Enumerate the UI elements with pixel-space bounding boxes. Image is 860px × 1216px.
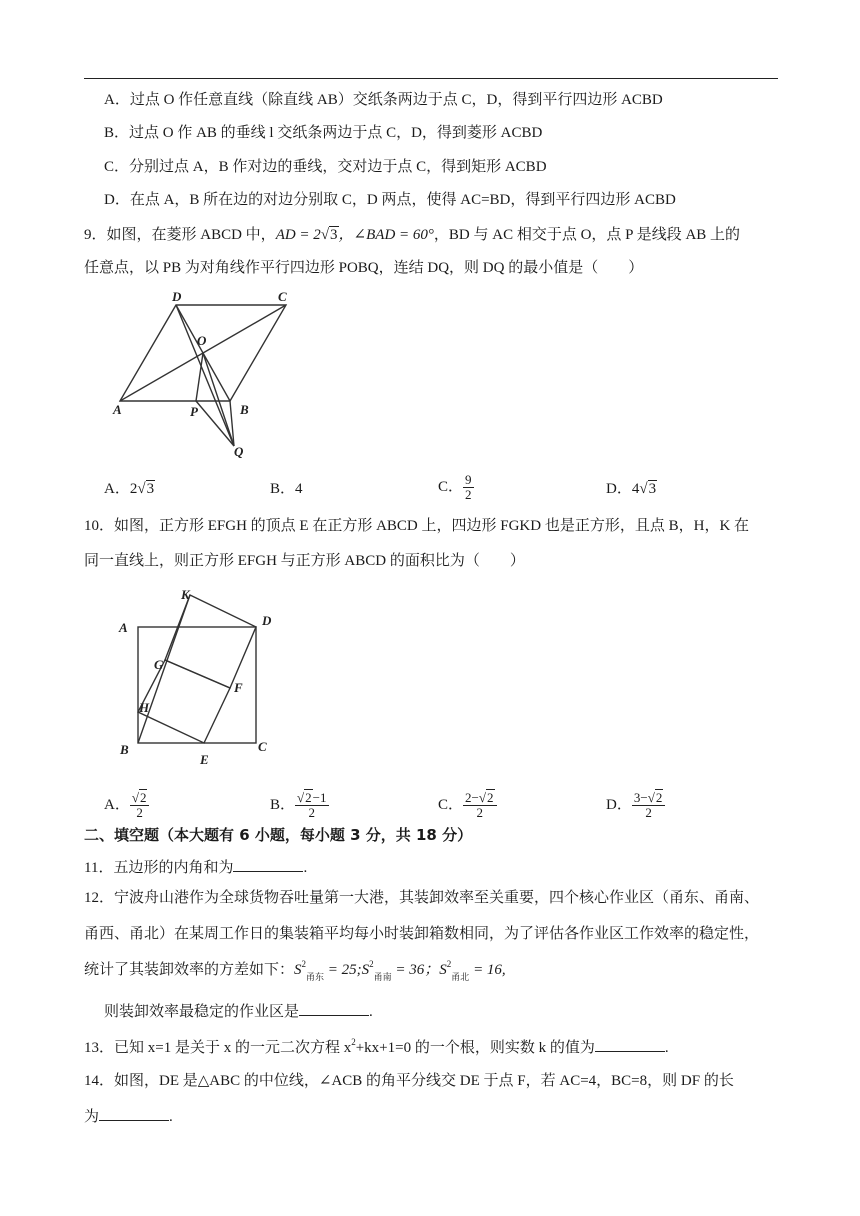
q8-option-a: A．过点 O 作任意直线（除直线 AB）交纸条两边于点 C，D，得到平行四边形 ACBD — [104, 92, 663, 108]
label-e: E — [200, 752, 209, 767]
label-o: O — [197, 333, 207, 348]
segment-op — [196, 353, 203, 401]
label-b: B — [240, 402, 249, 417]
q10-option-d: D． $\frac{3-√2}{2}$ — [606, 791, 665, 820]
segment-dq — [176, 305, 234, 446]
q12-line2: 甬西、甬北）在某周工作日的集装箱平均每小时装卸箱数相同，为了评估各作业区工作效率的稳定性， — [84, 926, 760, 942]
label-g: G — [154, 657, 164, 672]
q13: 13．已知 x=1 是关于 x 的一元二次方程 $x^2+kx+1=0$ 的一个根，则实数 k 的值为 . — [84, 1037, 669, 1056]
label-a: A — [113, 402, 122, 417]
q10-option-c: C． $\frac{2-√2}{2}$ — [438, 791, 497, 820]
q10-line1: 10．如图，正方形 EFGH 的顶点 E 在正方形 ABCD 上，四边形 FGKD 也是正方形，且点 B，H，K 在 — [84, 518, 750, 534]
q12-line1: 12．宁波舟山港作为全球货物吞吐量第一大港，其装卸效率至关重要，四个核心作业区（甬东、甬南、 — [84, 890, 760, 906]
q8-option-c: C．分别过点 A，B 作对边的垂线，交对边于点 C，得到矩形 ACBD — [104, 159, 547, 175]
q14-blank — [99, 1106, 169, 1121]
label-d: D — [172, 289, 182, 304]
q9-option-a: A．2√3 — [104, 481, 155, 497]
line-bhk — [138, 595, 190, 743]
q12-blank — [299, 1001, 369, 1016]
q9-line2: 任意点，以 PB 为对角线作平行四边形 POBQ，连结 DQ，则 DQ 的最小值是（ ） — [84, 260, 644, 276]
q14-line2: 为 . — [84, 1106, 173, 1127]
label-h: H — [139, 700, 150, 715]
q10-line2: 同一直线上，则正方形 EFGH 与正方形 ABCD 的面积比为（ ） — [84, 553, 525, 569]
q9-option-c: C． $\frac{9}{2}$ — [438, 472, 472, 502]
label-a: A — [119, 620, 128, 635]
label-f: F — [234, 680, 243, 695]
q9-option-b: B．4 — [270, 481, 303, 497]
square-fgkd — [165, 595, 256, 688]
q14-line1: 14．如图，DE 是△ABC 的中位线，∠ACB 的角平分线交 DE 于点 F，若 AC=4，BC=8，则 DF 的长 — [84, 1073, 734, 1089]
q11-blank — [233, 857, 303, 872]
square-efgh — [138, 660, 230, 743]
q8-option-b: B．过点 O 作 AB 的垂线 l 交纸条两边于点 C，D，得到菱形 ACBD — [104, 125, 543, 141]
top-rule — [84, 78, 778, 79]
q9-rhombus-diagram — [110, 288, 310, 460]
label-c: C — [278, 289, 287, 304]
q10-option-a: A． $\frac{√2}{2}$ — [104, 791, 149, 820]
q10-squares-diagram — [112, 585, 277, 770]
q10-option-b: B． $\frac{√2-1}{2}$ — [270, 790, 327, 820]
label-c: C — [258, 739, 267, 754]
label-d: D — [262, 613, 272, 628]
segment-pq — [196, 401, 234, 446]
q13-blank — [595, 1037, 665, 1052]
q12-line4: 则装卸效率最稳定的作业区是 . — [104, 1001, 373, 1022]
label-p: P — [190, 404, 198, 419]
q9-option-d: D．4√3 — [606, 481, 657, 497]
q8-option-d: D．在点 A，B 所在边的对边分别取 C，D 两点，使得 AC=BD，得到平行四边形 ACBD — [104, 192, 676, 208]
label-b: B — [120, 742, 129, 757]
label-q: Q — [234, 444, 244, 459]
q12-line3: 统计了其装卸效率的方差如下：$S^2_{甬东}$ = $25;S^2_{甬南} = 36$；$S^2_{甬北} = 16$, — [84, 959, 506, 982]
q11: 11．五边形的内角和为 . — [84, 857, 307, 878]
label-k: K — [181, 587, 190, 602]
section-2-title: 二、填空题（本大题有 6 小题，每小题 3 分，共 18 分） — [84, 826, 473, 844]
q9-line1: 9．如图，在菱形 ABCD 中，AD = 2√3，∠BAD = 60°，BD 与 AC 相交于点 O，点 P 是线段 AB 上的 — [84, 227, 741, 243]
